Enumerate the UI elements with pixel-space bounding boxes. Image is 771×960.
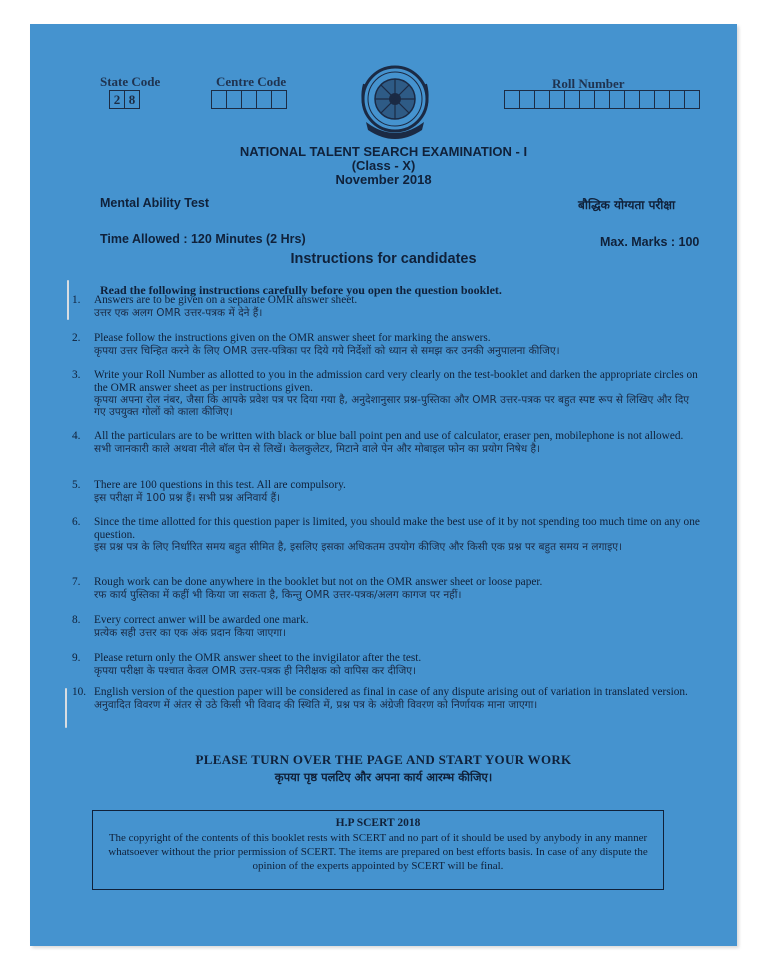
instruction-item bbox=[72, 332, 704, 357]
item-number: 3. bbox=[72, 369, 81, 381]
roll-number-box bbox=[579, 90, 595, 109]
item-number: 7. bbox=[72, 576, 81, 588]
instruction-item bbox=[72, 294, 704, 319]
item-number: 6. bbox=[72, 516, 81, 528]
turn-over-notice-hi: कृपया पृष्ठ पलटिए और अपना कार्य आरम्भ कीजिए। bbox=[274, 770, 493, 784]
roll-number-boxes bbox=[504, 90, 699, 109]
time-allowed: Time Allowed : 120 Minutes (2 Hrs) bbox=[100, 232, 306, 246]
state-code-digit: 2 bbox=[109, 90, 125, 109]
instruction-item bbox=[72, 516, 704, 553]
roll-number-box bbox=[654, 90, 670, 109]
roll-number-box bbox=[534, 90, 550, 109]
turn-over-notice: PLEASE TURN OVER THE PAGE AND START YOUR WORK bbox=[195, 752, 572, 767]
item-text-en: Please follow the instructions given on the OMR answer sheet for marking the answers. bbox=[94, 332, 491, 344]
roll-number-label: Roll Number bbox=[552, 76, 625, 91]
item-text-en: Rough work can be done anywhere in the booklet but not on the OMR answer sheet or loose paper. bbox=[94, 576, 543, 588]
instruction-item bbox=[72, 479, 704, 504]
instruction-item bbox=[72, 576, 704, 601]
centre-code-label: Centre Code bbox=[216, 74, 287, 89]
roll-number-box bbox=[594, 90, 610, 109]
exam-cover-page bbox=[30, 24, 737, 946]
item-text-en: English version of the question paper will be considered as final in case of any dispute arising out of variation in translated version. bbox=[94, 686, 688, 698]
centre-code-box bbox=[211, 90, 227, 109]
roll-number-box bbox=[684, 90, 700, 109]
roll-number-box bbox=[639, 90, 655, 109]
item-text-hi: इस प्रश्न पत्र के लिए निर्धारित समय बहुत सीमित है, इसलिए इसका अधिकतम उपयोग कीजिए और किसी एक प्रश्न पर बहुत समय न लगाइए। bbox=[94, 541, 623, 553]
item-text-hi: उत्तर एक अलग OMR उत्तर-पत्रक में देने हैं। bbox=[94, 306, 263, 319]
scert-emblem-icon bbox=[356, 64, 434, 144]
item-number: 10. bbox=[72, 686, 87, 698]
roll-number-box bbox=[609, 90, 625, 109]
item-number: 5. bbox=[72, 479, 81, 491]
item-text-en: Answers are to be given on a separate OMR answer sheet. bbox=[94, 294, 358, 306]
item-text-en: Every correct anwer will be awarded one mark. bbox=[94, 614, 309, 626]
exam-title: NATIONAL TALENT SEARCH EXAMINATION - I bbox=[239, 144, 528, 159]
state-code-label: State Code bbox=[100, 74, 161, 89]
item-text-hi: रफ कार्य पुस्तिका में कहीं भी किया जा सकता है, किन्तु OMR उत्तर-पत्रक/अलग कागज पर नहीं। bbox=[94, 588, 462, 601]
max-marks: Max. Marks : 100 bbox=[600, 235, 700, 249]
roll-number-box bbox=[669, 90, 685, 109]
item-text-hi: कृपया अपना रोल नंबर, जैसा कि आपके प्रवेश पत्र पर दिया गया है, अनुदेशानुसार प्रश्न-पुस्तिका और OMR उत्तर-पत्रक पर बहुत स्पष्ट रूप से लिखिए और दिए गए उपयुक्त गोलों को काला कीजिए। bbox=[94, 394, 690, 418]
copyright-text: The copyright of the contents of this booklet rests with SCERT and no part of it should be used by anybody in any manner whatsoever without the prior permission of SCERT. The items are prepared on best efforts basis. In case of any dispute the opinion of the experts appointed by SCERT will be final. bbox=[108, 832, 648, 872]
centre-code-box bbox=[226, 90, 242, 109]
roll-number-box bbox=[549, 90, 565, 109]
paper-name-hi: बौद्धिक योग्यता परीक्षा bbox=[578, 198, 676, 212]
item-text-hi: अनुवादित विवरण में अंतर से उठे किसी भी विवाद की स्थिति में, प्रश्न पत्र के अंग्रेजी विवरण को निर्णायक माना जाएगा। bbox=[94, 698, 538, 711]
item-number: 9. bbox=[72, 652, 81, 664]
item-number: 8. bbox=[72, 614, 81, 626]
instruction-item bbox=[72, 652, 704, 677]
item-text-hi: इस परीक्षा में 100 प्रश्न हैं। सभी प्रश्न अनिवार्य हैं। bbox=[94, 491, 281, 504]
instruction-item bbox=[72, 369, 704, 418]
item-number: 1. bbox=[72, 294, 81, 306]
item-text-hi: कृपया उत्तर चिन्हित करने के लिए OMR उत्तर-पत्रिका पर दिये गये निर्देशों को ध्यान से समझ कर उनकी अनुपालना कीजिए। bbox=[94, 344, 560, 357]
instructions-intro: Read the following instructions carefully before you open the question booklet. bbox=[100, 283, 502, 297]
instruction-item bbox=[72, 614, 704, 639]
staple-bottom bbox=[65, 688, 67, 728]
item-text-hi: प्रत्येक सही उत्तर का एक अंक प्रदान किया जाएगा। bbox=[94, 626, 286, 639]
item-text-en: All the particulars are to be written with black or blue ball point pen and use of calculator, eraser pen, mobilephone is not allowed. bbox=[94, 430, 684, 442]
exam-class: (Class - X) bbox=[351, 158, 416, 173]
roll-number-box bbox=[519, 90, 535, 109]
instructions-heading: Instructions for candidates bbox=[290, 251, 477, 267]
item-text-hi: कृपया परीक्षा के पश्चात केवल OMR उत्तर-पत्रक ही निरीक्षक को वापिस कर दीजिए। bbox=[94, 664, 417, 677]
staple-top bbox=[67, 280, 69, 320]
centre-code-box bbox=[271, 90, 287, 109]
item-number: 4. bbox=[72, 430, 81, 442]
roll-number-box bbox=[564, 90, 580, 109]
state-code-digit: 8 bbox=[124, 90, 140, 109]
item-text-en: There are 100 questions in this test. All are compulsory. bbox=[94, 479, 346, 491]
item-text-en: Write your Roll Number as allotted to you in the admission card very clearly on the test-booklet and darken the appropriate circles on the OMR answer sheet as per instructions given. bbox=[94, 369, 698, 394]
centre-code-box bbox=[241, 90, 257, 109]
copyright-heading: H.P SCERT 2018 bbox=[335, 817, 421, 829]
roll-number-box bbox=[624, 90, 640, 109]
copyright-box bbox=[92, 810, 664, 890]
centre-code-box bbox=[256, 90, 272, 109]
exam-date: November 2018 bbox=[335, 172, 432, 187]
item-text-en: Since the time allotted for this question paper is limited, you should make the best use of it by not spending too much time on any one question. bbox=[94, 516, 700, 541]
item-text-hi: सभी जानकारी काले अथवा नीले बॉल पेन से लिखें। केलकुलेटर, मिटाने वाले पेन और मोबाइल फोन का प्रयोग निषेध है। bbox=[94, 442, 541, 455]
paper-name-en: Mental Ability Test bbox=[100, 196, 210, 210]
state-code-boxes bbox=[109, 90, 139, 109]
item-number: 2. bbox=[72, 332, 81, 344]
roll-number-box bbox=[504, 90, 520, 109]
item-text-en: Please return only the OMR answer sheet to the invigilator after the test. bbox=[94, 652, 422, 664]
instruction-item bbox=[72, 430, 704, 455]
instruction-item bbox=[72, 686, 704, 711]
centre-code-boxes bbox=[211, 90, 286, 109]
